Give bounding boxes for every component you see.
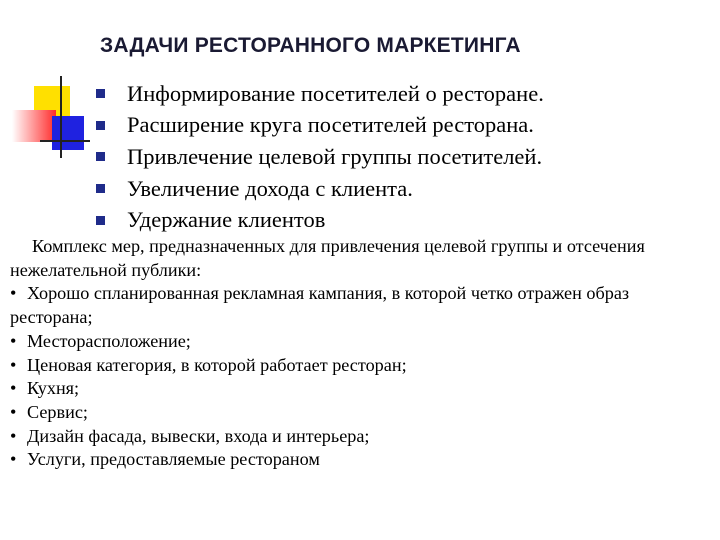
measure-text: Кухня; (27, 378, 80, 399)
task-item (96, 173, 544, 205)
measure-text: Месторасположение; (27, 330, 191, 351)
task-item (96, 141, 544, 173)
measure-text: Хорошо спланированная рекламная кампания, в которой четко отражен образ ресторана; (10, 283, 630, 328)
square-bullet-icon (96, 152, 105, 161)
body-text (10, 235, 716, 472)
measure-item (10, 282, 716, 329)
measure-text: Услуги, предоставляемые рестораном (27, 449, 320, 470)
task-text: Информирование посетителей о ресторане. (127, 80, 544, 106)
measure-item (10, 401, 716, 425)
task-item (96, 110, 544, 142)
square-bullet-icon (96, 184, 105, 193)
bullet-dot-icon: • (10, 354, 17, 375)
bullet-dot-icon: • (10, 425, 17, 446)
decorative-logo (0, 0, 100, 170)
logo-red-square (12, 110, 56, 142)
task-text: Расширение круга посетителей ресторана. (127, 112, 534, 138)
bullet-dot-icon: • (10, 401, 17, 422)
square-bullet-icon (96, 216, 105, 225)
measure-item (10, 330, 716, 354)
tasks-list (96, 78, 544, 236)
measure-item (10, 354, 716, 378)
bullet-dot-icon: • (10, 283, 17, 304)
measure-text: Сервис; (27, 401, 88, 422)
logo-blue-square (52, 116, 84, 150)
bullet-dot-icon: • (10, 378, 17, 399)
logo-horizontal-line (40, 140, 90, 142)
slide-title: ЗАДАЧИ РЕСТОРАННОГО МАРКЕТИНГА (100, 34, 521, 57)
square-bullet-icon (96, 121, 105, 130)
measure-item (10, 448, 716, 472)
measure-text: Ценовая категория, в которой работает ресторан; (27, 354, 407, 375)
task-text: Увеличение дохода с клиента. (127, 175, 413, 201)
intro-paragraph: Комплекс мер, предназначенных для привлечения целевой группы и отсечения нежелательной публики: (10, 236, 645, 280)
task-text: Привлечение целевой группы посетителей. (127, 143, 543, 169)
measures-list (10, 282, 716, 472)
bullet-dot-icon: • (10, 449, 17, 470)
measure-text: Дизайн фасада, вывески, входа и интерьера; (27, 425, 370, 446)
measure-item (10, 377, 716, 401)
square-bullet-icon (96, 89, 105, 98)
task-text: Удержание клиентов (127, 207, 326, 233)
measure-item (10, 425, 716, 449)
task-item (96, 204, 544, 236)
logo-vertical-line (60, 76, 62, 158)
task-item (96, 78, 544, 110)
bullet-dot-icon: • (10, 330, 17, 351)
